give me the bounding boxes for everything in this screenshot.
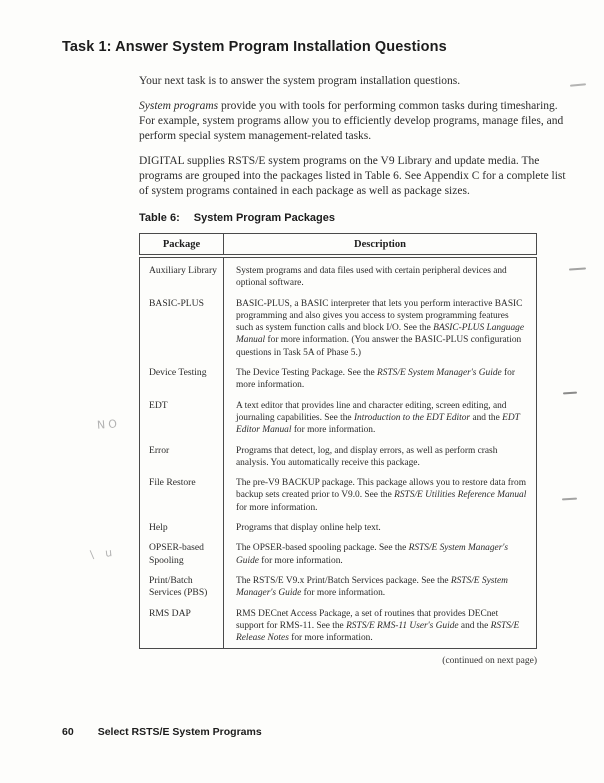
package-name: OPSER-based Spooling	[140, 538, 224, 571]
table-caption-label: Table 6:	[139, 212, 180, 224]
package-name: EDT	[140, 396, 224, 441]
package-description: Programs that display online help text.	[236, 523, 381, 534]
package-name: Auxiliary Library	[140, 256, 224, 294]
table-body	[140, 256, 537, 649]
page-footer	[62, 726, 262, 738]
table-row	[140, 473, 537, 518]
package-name: Error	[140, 441, 224, 474]
pencil-dash-mark	[563, 392, 577, 395]
package-name: Help	[140, 518, 224, 538]
package-description: The pre-V9 BACKUP package. This package allows you to restore data from backup sets created prior to V9.0. See the RSTS/E Utilities Reference Manual for more information.	[236, 478, 527, 513]
pencil-dash-mark	[570, 83, 586, 86]
page-title: Task 1: Answer System Program Installation Questions	[62, 39, 447, 55]
system-program-packages-table	[139, 233, 537, 649]
table-row	[140, 538, 537, 571]
package-description: The Device Testing Package. See the RSTS/E System Manager's Guide for more information.	[236, 368, 515, 391]
package-description: BASIC-PLUS, a BASIC interpreter that lets you perform interactive BASIC programming and also gives you access to system programming features such as system function calls and block I/O. See the BASIC-PLUS Language Manual for more information. (You answer the BASIC-PLUS configuration questions in Task 5A of Phase 5.)	[236, 298, 524, 358]
package-name: BASIC-PLUS	[140, 294, 224, 363]
table-row	[140, 518, 537, 538]
table-caption-title: System Program Packages	[193, 212, 336, 224]
footer-section-title: Select RSTS/E System Programs	[97, 726, 262, 738]
package-name: Print/Batch Services (PBS)	[140, 571, 224, 604]
paragraph-intro: Your next task is to answer the system program installation questions.	[139, 75, 461, 87]
paragraph-digital-supplies: DIGITAL supplies RSTS/E system programs on the V9 Library and update media. The programs are grouped into the packages listed in Table 6. See Appendix C for a complete list of system programs contained in each package as well as package sizes.	[139, 155, 566, 197]
table-row	[140, 604, 537, 649]
package-description: A text editor that provides line and character editing, screen editing, and journaling capabilities. See the Introduction to the EDT Editor and the EDT Editor Manual for more information.	[236, 400, 520, 436]
table-row	[140, 571, 537, 604]
pencil-dash-mark	[562, 498, 577, 501]
table-header	[140, 234, 537, 257]
package-description: Programs that detect, log, and display errors, as well as perform crash analysis. You automatically receive this package.	[236, 445, 498, 468]
table-row	[140, 294, 537, 363]
paragraph-system-programs: System programs provide you with tools for performing common tasks during timesharing. For example, system programs allow you to efficiently develop programs, manage files, and perform special system management-related tasks.	[139, 100, 564, 142]
table-row	[140, 441, 537, 474]
package-description: RMS DECnet Access Package, a set of routines that provides DECnet support for RMS-11. See the RSTS/E RMS-11 User's Guide and the RSTS/E Release Notes for more information.	[236, 608, 520, 644]
handwritten-margin-note: NO	[96, 417, 121, 432]
table-row	[140, 256, 537, 294]
package-name: Device Testing	[140, 363, 224, 396]
package-description: System programs and data files used with certain peripheral devices and optional software.	[236, 266, 507, 289]
package-name: RMS DAP	[140, 604, 224, 649]
column-header-description: Description	[224, 234, 537, 257]
package-description: The OPSER-based spooling package. See the RSTS/E System Manager's Guide for more information.	[236, 543, 509, 566]
body-content	[139, 74, 569, 666]
handwritten-margin-note: \ u	[89, 545, 117, 562]
package-name: File Restore	[140, 473, 224, 518]
table-row	[140, 363, 537, 396]
table-row	[140, 396, 537, 441]
page-number: 60	[62, 726, 74, 738]
table-caption	[139, 212, 569, 224]
column-header-package: Package	[140, 234, 224, 257]
continued-note: (continued on next page)	[442, 656, 537, 667]
package-description: The RSTS/E V9.x Print/Batch Services package. See the RSTS/E System Manager's Guide for more information.	[236, 575, 508, 599]
pencil-dash-mark	[569, 267, 586, 270]
